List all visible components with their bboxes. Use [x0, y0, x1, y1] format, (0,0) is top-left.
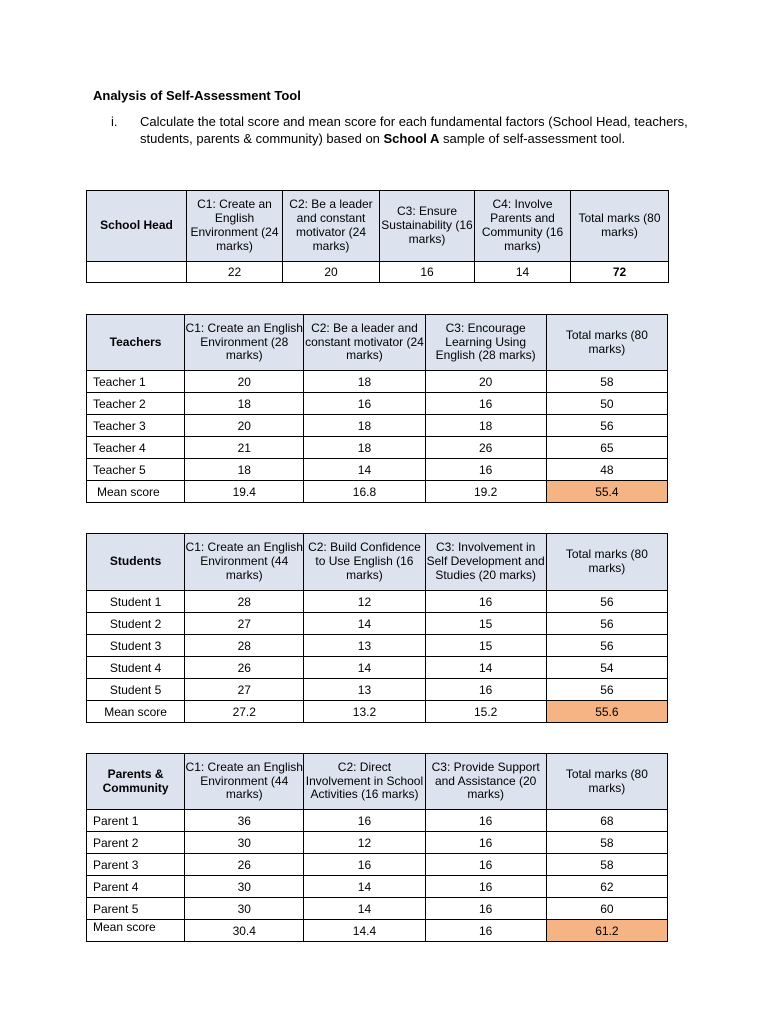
row-label: Parent 5 — [87, 898, 185, 920]
table-row — [87, 371, 668, 393]
mean-cell: 14.4 — [304, 920, 425, 942]
row-label: Teacher 4 — [87, 437, 185, 459]
table-row — [87, 657, 668, 679]
table-cell: 56 — [546, 613, 667, 635]
mean-cell: 19.2 — [425, 481, 546, 503]
row-label: Teacher 5 — [87, 459, 185, 481]
column-header: C2: Build Confidence to Use English (16 marks) — [304, 534, 425, 591]
table-cell: 58 — [546, 371, 667, 393]
table-cell: 13 — [304, 679, 425, 701]
table-cell: 48 — [546, 459, 667, 481]
table-cell: 18 — [304, 415, 425, 437]
column-header: C3: Provide Support and Assistance (20 marks) — [425, 754, 546, 810]
column-header: C3: Ensure Sustainability (16 marks) — [380, 191, 475, 262]
table-row — [87, 393, 668, 415]
table-cell: 56 — [546, 679, 667, 701]
header-row — [87, 191, 669, 262]
table-cell: 22 — [187, 262, 283, 283]
school-head-table — [86, 190, 669, 283]
table-cell: 14 — [304, 459, 425, 481]
table-cell: 16 — [425, 832, 546, 854]
table-cell: 56 — [546, 591, 667, 613]
table-row — [87, 832, 668, 854]
page-title: Analysis of Self-Assessment Tool — [93, 88, 301, 103]
school-name: School A — [383, 130, 440, 146]
column-header: Total marks (80 marks) — [546, 534, 667, 591]
row-label: Mean score — [87, 481, 185, 503]
table-cell: 16 — [380, 262, 475, 283]
table-cell: 16 — [425, 876, 546, 898]
table-cell: 16 — [425, 854, 546, 876]
total-cell: 72 — [571, 262, 669, 283]
row-label: Parent 4 — [87, 876, 185, 898]
table-row — [87, 854, 668, 876]
table-row — [87, 613, 668, 635]
header-row — [87, 754, 668, 810]
empty-cell — [87, 262, 187, 283]
instruction-text — [140, 114, 688, 147]
table-cell: 27 — [185, 613, 304, 635]
mean-cell: 16.8 — [304, 481, 425, 503]
row-label: Teacher 1 — [87, 371, 185, 393]
table-cell: 12 — [304, 832, 425, 854]
table-cell: 14 — [304, 613, 425, 635]
column-header: C2: Be a leader and constant motivator (24 marks) — [304, 315, 425, 371]
table-row — [87, 679, 668, 701]
row-label: Student 2 — [87, 613, 185, 635]
column-header: C1: Create an English Environment (24 marks) — [187, 191, 283, 262]
column-header: C3: Encourage Learning Using English (28 marks) — [425, 315, 546, 371]
table-row — [87, 459, 668, 481]
table-cell: 18 — [425, 415, 546, 437]
table-row — [87, 635, 668, 657]
mean-cell: 27.2 — [185, 701, 304, 723]
teachers-table — [86, 314, 668, 503]
row-label: Student 5 — [87, 679, 185, 701]
table-cell: 30 — [185, 898, 304, 920]
table-cell: 18 — [185, 393, 304, 415]
table-cell: 18 — [304, 371, 425, 393]
table-label: School Head — [87, 191, 187, 262]
table-label: Parents & Community — [87, 754, 185, 810]
table-cell: 20 — [185, 415, 304, 437]
table-cell: 65 — [546, 437, 667, 459]
table-cell: 20 — [185, 371, 304, 393]
table-cell: 58 — [546, 854, 667, 876]
mean-total-cell: 55.4 — [546, 481, 667, 503]
table-cell: 16 — [304, 810, 425, 832]
table-cell: 18 — [185, 459, 304, 481]
table-cell: 20 — [425, 371, 546, 393]
header-row — [87, 534, 668, 591]
table-row — [87, 898, 668, 920]
table-cell: 54 — [546, 657, 667, 679]
table-cell: 14 — [425, 657, 546, 679]
table-cell: 60 — [546, 898, 667, 920]
table-cell: 14 — [304, 898, 425, 920]
table-cell: 16 — [425, 393, 546, 415]
table-cell: 14 — [304, 657, 425, 679]
table-cell: 16 — [304, 854, 425, 876]
row-label: Teacher 3 — [87, 415, 185, 437]
row-label: Mean score — [87, 701, 185, 723]
column-header: C1: Create an English Environment (44 marks) — [185, 754, 304, 810]
table-cell: 26 — [185, 854, 304, 876]
column-header: Total marks (80 marks) — [546, 754, 667, 810]
table-label: Teachers — [87, 315, 185, 371]
row-label: Mean score — [87, 920, 185, 942]
row-label: Parent 1 — [87, 810, 185, 832]
row-label: Student 1 — [87, 591, 185, 613]
mean-cell: 19.4 — [185, 481, 304, 503]
table-cell: 16 — [425, 591, 546, 613]
row-label: Student 4 — [87, 657, 185, 679]
table-cell: 68 — [546, 810, 667, 832]
table-cell: 16 — [304, 393, 425, 415]
column-header: Total marks (80 marks) — [571, 191, 669, 262]
row-label: Student 3 — [87, 635, 185, 657]
table-cell: 27 — [185, 679, 304, 701]
table-cell: 26 — [425, 437, 546, 459]
header-row — [87, 315, 668, 371]
table-row — [87, 437, 668, 459]
table-cell: 21 — [185, 437, 304, 459]
table-cell: 14 — [304, 876, 425, 898]
instruction-text-part: Calculate the total score and mean score for each fundamental factors (School Head, teachers, students, parents & community) based on — [140, 114, 688, 146]
table-cell: 50 — [546, 393, 667, 415]
table-cell: 18 — [304, 437, 425, 459]
table-cell: 56 — [546, 415, 667, 437]
mean-total-cell: 55.6 — [546, 701, 667, 723]
table-cell: 16 — [425, 679, 546, 701]
mean-cell: 13.2 — [304, 701, 425, 723]
row-label: Parent 2 — [87, 832, 185, 854]
table-cell: 58 — [546, 832, 667, 854]
instruction-text-part: sample of self-assessment tool. — [439, 130, 626, 146]
mean-cell: 16 — [425, 920, 546, 942]
table-cell: 16 — [425, 810, 546, 832]
mean-cell: 30.4 — [185, 920, 304, 942]
table-cell: 12 — [304, 591, 425, 613]
column-header: C2: Be a leader and constant motivator (24 marks) — [283, 191, 380, 262]
column-header: C2: Direct Involvement in School Activities (16 marks) — [304, 754, 425, 810]
table-row — [87, 876, 668, 898]
table-cell: 16 — [425, 459, 546, 481]
column-header: Total marks (80 marks) — [546, 315, 667, 371]
item-number: i. — [111, 114, 118, 129]
table-cell: 30 — [185, 832, 304, 854]
table-cell: 20 — [283, 262, 380, 283]
table-cell: 16 — [425, 898, 546, 920]
table-cell: 13 — [304, 635, 425, 657]
table-cell: 15 — [425, 613, 546, 635]
table-cell: 30 — [185, 876, 304, 898]
row-label: Teacher 2 — [87, 393, 185, 415]
table-row — [87, 262, 669, 283]
table-cell: 28 — [185, 591, 304, 613]
parents-table — [86, 753, 668, 942]
mean-row — [87, 920, 668, 942]
mean-total-cell: 61.2 — [546, 920, 667, 942]
row-label: Parent 3 — [87, 854, 185, 876]
table-cell: 26 — [185, 657, 304, 679]
mean-cell: 15.2 — [425, 701, 546, 723]
table-cell: 36 — [185, 810, 304, 832]
table-cell: 15 — [425, 635, 546, 657]
table-label: Students — [87, 534, 185, 591]
table-cell: 14 — [475, 262, 571, 283]
table-cell: 62 — [546, 876, 667, 898]
students-table — [86, 533, 668, 723]
column-header: C1: Create an English Environment (28 marks) — [185, 315, 304, 371]
column-header: C3: Involvement in Self Development and Studies (20 marks) — [425, 534, 546, 591]
table-cell: 56 — [546, 635, 667, 657]
table-row — [87, 591, 668, 613]
mean-row — [87, 481, 668, 503]
table-cell: 28 — [185, 635, 304, 657]
column-header: C4: Involve Parents and Community (16 marks) — [475, 191, 571, 262]
mean-row — [87, 701, 668, 723]
column-header: C1: Create an English Environment (44 marks) — [185, 534, 304, 591]
table-row — [87, 810, 668, 832]
table-row — [87, 415, 668, 437]
